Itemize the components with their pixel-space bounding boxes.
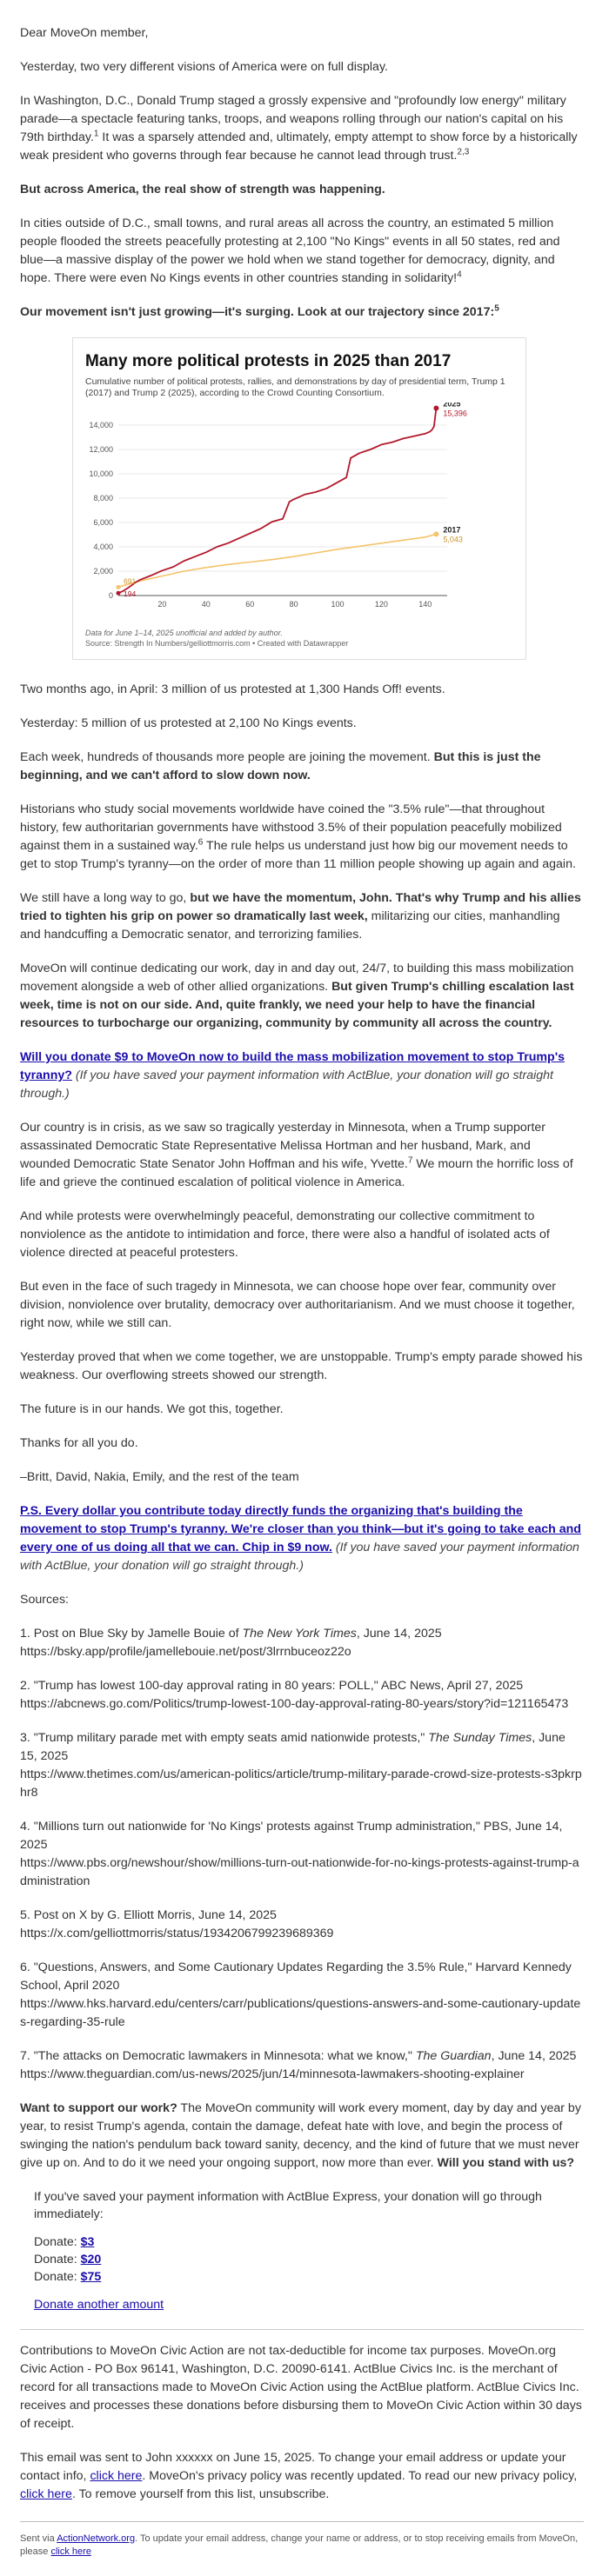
future-paragraph: The future is in our hands. We got this, together. (20, 1402, 284, 1416)
series-start-dot-2017 (117, 585, 121, 589)
cities-text: In cities outside of D.C., small towns, and rural areas all across the country, an estimated 5 million people flooded the streets peacefully protesting at 2,100 "No Kings" events in all 50 states, red and blue—a massive display of the power we hold when we stand together for democracy, dignity, and hope. There were even No Kings events in other countries standing in solidarity! (20, 216, 560, 285)
donate-another-row (34, 2296, 584, 2313)
hope-paragraph: But even in the face of such tragedy in Minnesota, we can choose hope over fear, community over division, nonviolence over brutality, democracy over authoritarianism. And we must choose it together, right now, while we still can. (20, 1280, 575, 1330)
x-tick-label: 120 (374, 600, 388, 609)
source-citation: 3. "Trump military parade met with empty seats amid nationwide protests," (20, 1731, 429, 1745)
y-tick-label: 6,000 (93, 518, 113, 527)
source-publication: The Sunday Times (428, 1731, 532, 1745)
actblue-note: (If you have saved your payment information with ActBlue, your donation will go straight through.) (20, 1068, 553, 1101)
y-tick-label: 8,000 (93, 494, 113, 503)
sources-list (20, 1625, 584, 2084)
footnote-ref: 2,3 (457, 147, 470, 157)
donate-label: Donate: (34, 2270, 81, 2284)
cities-paragraph (20, 215, 584, 288)
donate-intro: If you've saved your payment information with ActBlue Express, your donation will go through immediately: (34, 2190, 542, 2221)
donate-20-link[interactable]: $20 (80, 2253, 102, 2266)
yesterday-paragraph: Yesterday: 5 million of us protested at 2,100 No Kings events. (20, 716, 357, 730)
start-label-2025: 194 (124, 589, 137, 598)
donate-ask-paragraph (20, 1048, 584, 1103)
historians-paragraph (20, 801, 584, 874)
source-item (20, 2047, 584, 2084)
each-week-paragraph (20, 749, 584, 785)
support-text: The MoveOn community will work every moment, day by day and year by year, to resist Trump's agenda, contain the damage, defeat hate with love, and begin the process of swinging the nation's pendulum back toward sanity, decency, and the kind of future that we must never give up on. And to do it we need your ongoing support, now more than ever. (20, 2101, 581, 2170)
email-footer (20, 2521, 584, 2576)
email-note-text: This email was sent to John xxxxxx on June 15, 2025. To change your email address or update your contact info, (20, 2451, 566, 2483)
footer-click-here-link[interactable]: click here (50, 2546, 91, 2557)
source-item (20, 1625, 584, 1661)
long-way-paragraph (20, 889, 584, 944)
dc-text: In Washington, D.C., Donald Trump staged a grossly expensive and "profoundly low energy" military parade—a spectacle featuring tanks, troops, and weapons rolling through our nation's capital on his 79th birthday. (20, 94, 566, 144)
chart-title: Many more political protests in 2025 than 2017 (85, 352, 452, 370)
source-url: https://abcnews.go.com/Politics/trump-lowest-100-day-approval-rating-80-years/story?id=121165473 (20, 1697, 569, 1711)
series-line-2017 (118, 534, 436, 587)
source-item (20, 1959, 584, 2032)
source-item (20, 1729, 584, 1802)
thanks-paragraph: Thanks for all you do. (20, 1436, 138, 1450)
long-way-bold: but we have the momentum, John. That's why Trump and his allies tried to tighten his grip on power so dramatically last week, (20, 891, 581, 923)
source-item (20, 1677, 584, 1714)
donate-label: Donate: (34, 2253, 81, 2266)
footer-text-2: . To update your email address, change your name or address, or to stop receiving emails from MoveOn, please (20, 2533, 579, 2557)
long-way-text-2: militarizing our cities, manhandling and handcuffing a Democratic senator, and terrorizing families. (20, 909, 560, 942)
y-tick-label: 10,000 (89, 469, 113, 478)
series-value-2017: 5,043 (443, 535, 463, 544)
start-label-2017: 691 (124, 576, 137, 586)
crisis-paragraph (20, 1119, 584, 1192)
trajectory-text: Our movement isn't just growing—it's surging. Look at our trajectory since 2017: (20, 305, 495, 319)
series-label-2025: 2025 (443, 403, 461, 409)
source-item (20, 1818, 584, 1891)
crisis-text-2: We mourn the horrific loss of life and grieve the continued escalation of political violence in America. (20, 1157, 573, 1189)
trajectory-heading (20, 303, 584, 322)
support-bold: Want to support our work? (20, 2101, 177, 2115)
series-line-2025 (118, 409, 436, 594)
y-tick-label: 0 (108, 591, 113, 600)
source-citation: 2. "Trump has lowest 100-day approval rating in 80 years: POLL," ABC News, April 27, 2025 (20, 1679, 524, 1693)
intro-paragraph: Yesterday, two very different visions of America were on full display. (20, 60, 388, 74)
ps-donate-link[interactable]: P.S. Every dollar you contribute today directly funds the organizing that's building the movement to stop Trump's tyranny. We're closer than you think—but it's going to take each and every one of us doing all that we can. Chip in $9 now. (20, 1504, 581, 1554)
series-end-dot-2017 (433, 531, 438, 536)
footnote-ref: 1 (93, 129, 99, 139)
source-citation: 4. "Millions turn out nationwide for 'No Kings' protests against Trump administration," PBS, June 14, 2025 (20, 1820, 563, 1852)
x-tick-label: 100 (331, 600, 345, 609)
historians-text-2: The rule helps us understand just how big our movement needs to get to stop Trump's tyranny—on the order of more than 11 million people showing up again and again. (20, 839, 576, 871)
moveon-continue-paragraph (20, 960, 584, 1033)
source-publication: The New York Times (242, 1627, 357, 1641)
series-start-dot-2025 (117, 591, 121, 596)
support-bold-2: Will you stand with us? (437, 2156, 575, 2170)
source-publication: The Guardian (415, 2049, 492, 2063)
continue-bold: But given Trump's chilling escalation last week, time is not on our side. And, quite frankly, we need your help to have the financial resources to turbocharge our organizing, community by community all across the country. (20, 980, 574, 1030)
contact-info-link[interactable]: click here (90, 2469, 143, 2483)
chart-subtitle: Cumulative number of political protests, rallies, and demonstrations by day of presidential term, Trump 1 (2017) and Trump 2 (2025), according to the Crowd Counting Consortium. (85, 376, 505, 398)
y-tick-label: 2,000 (93, 567, 113, 576)
legal-paragraph: Contributions to MoveOn Civic Action are not tax-deductible for income tax purposes. MoveOn.org Civic Action - PO Box 96141, Washington, D.C. 20090-6141. ActBlue Civics Inc. is the merchant of record for all transactions made to MoveOn Civic Action using the ActBlue platform. ActBlue Civics Inc. receives and processes these donations before disbursing them to MoveOn Civic Action within 30 days of receipt. (20, 2344, 582, 2431)
privacy-policy-link[interactable]: click here (20, 2487, 72, 2501)
series-value-2025: 15,396 (443, 409, 467, 418)
source-date: , June 14, 2025 (356, 1627, 442, 1641)
greeting: Dear MoveOn member, (20, 26, 149, 40)
chart-footer (85, 628, 513, 649)
email-note-paragraph (20, 2449, 584, 2504)
each-week-bold: But this is just the beginning, and we can't afford to slow down now. (20, 750, 541, 782)
x-tick-label: 40 (201, 600, 211, 609)
source-item (20, 1907, 584, 1943)
footnote-ref: 7 (407, 1155, 413, 1166)
y-tick-label: 14,000 (89, 421, 113, 429)
series-label-2017: 2017 (443, 525, 461, 535)
source-url: https://www.hks.harvard.edu/centers/carr/publications/questions-answers-and-some-cautionary-updates-regarding-35-rule (20, 1997, 581, 2029)
email-note-text-2: . MoveOn's privacy policy was recently updated. To read our new privacy policy, (142, 2469, 578, 2483)
x-tick-label: 140 (418, 600, 432, 609)
real-strength-heading: But across America, the real show of strength was happening. (20, 183, 385, 196)
source-citation: 5. Post on X by G. Elliott Morris, June 14, 2025 (20, 1908, 277, 1922)
source-citation: 1. Post on Blue Sky by Jamelle Bouie of (20, 1627, 243, 1641)
protest-chart (72, 337, 526, 660)
donate-row-75 (34, 2268, 584, 2286)
donate-row-20 (34, 2251, 584, 2268)
divider (20, 2329, 584, 2330)
nonviolence-paragraph: And while protests were overwhelmingly peaceful, demonstrating our collective commitment to nonviolence as the antidote to intimidation and force, there were also a handful of isolated acts of violence directed at peaceful protesters. (20, 1209, 550, 1260)
y-tick-label: 12,000 (89, 445, 113, 454)
x-tick-label: 60 (245, 600, 255, 609)
donate-box (34, 2188, 584, 2313)
donate-row-3 (34, 2233, 584, 2251)
source-url: https://www.theguardian.com/us-news/2025/jun/14/minnesota-lawmakers-shooting-explainer (20, 2067, 525, 2081)
donate-label: Donate: (34, 2235, 81, 2249)
sources-label: Sources: (20, 1593, 69, 1607)
source-url: https://www.pbs.org/newshour/show/millions-turn-out-nationwide-for-no-kings-protests-against-trump-administration (20, 1856, 579, 1888)
chart-footnote: Data for June 1–14, 2025 unofficial and added by author. (85, 629, 283, 637)
long-way-text: We still have a long way to go, (20, 891, 191, 905)
donate-9-link[interactable]: Will you donate $9 to MoveOn now to build the mass mobilization movement to stop Trump's tyranny? (20, 1050, 565, 1082)
dc-paragraph (20, 92, 584, 165)
footnote-ref: 4 (457, 270, 462, 280)
source-date: , June 14, 2025 (491, 2049, 577, 2063)
support-paragraph (20, 2100, 584, 2173)
april-paragraph: Two months ago, in April: 3 million of us protested at 1,300 Hands Off! events. (20, 682, 445, 696)
x-tick-label: 20 (157, 600, 167, 609)
donate-another-link[interactable]: Donate another amount (34, 2298, 164, 2312)
footer-text: Sent via (20, 2533, 57, 2544)
series-end-dot-2025 (433, 405, 438, 410)
chart-source: Source: Strength In Numbers/gelliottmorris.com • Created with Datawrapper (85, 639, 349, 648)
donate-3-link[interactable]: $3 (80, 2235, 95, 2249)
unstoppable-paragraph: Yesterday proved that when we come together, we are unstoppable. Trump's empty parade showed his weakness. Our overflowing streets showed our strength. (20, 1350, 583, 1382)
continue-text: MoveOn will continue dedicating our work, day in and day out, 24/7, to building this mass mobilization movement alongside a web of other allied organizations. (20, 962, 574, 994)
source-date: , June 15, 2025 (20, 1731, 566, 1763)
each-week-text: Each week, hundreds of thousands more people are joining the movement. (20, 750, 434, 764)
actionnetwork-link[interactable]: ActionNetwork.org (57, 2533, 136, 2544)
donate-75-link[interactable]: $75 (80, 2270, 102, 2284)
footnote-ref: 6 (197, 837, 204, 848)
crisis-text: Our country is in crisis, as we saw so tragically yesterday in Minnesota, when a Trump supporter assassinated Democratic State Representative Melissa Hortman and her husband, Mark, and wounded Democratic State Senator John Hoffman and his wife, Yvette. (20, 1121, 546, 1171)
source-citation: 7. "The attacks on Democratic lawmakers in Minnesota: what we know," (20, 2049, 416, 2063)
historians-text: Historians who study social movements worldwide have coined the "3.5% rule"—that throughout history, few authoritarian governments have withstood 3.5% of their population peacefully mobilized against them in a sustained way. (20, 802, 562, 853)
ps-paragraph (20, 1502, 584, 1575)
chart-plot (73, 403, 525, 620)
footnote-ref: 5 (494, 303, 499, 314)
signoff: –Britt, David, Nakia, Emily, and the rest of the team (20, 1470, 299, 1484)
source-url: https://www.thetimes.com/us/american-politics/article/trump-military-parade-crowd-size-protests-s3pkrphr8 (20, 1767, 582, 1800)
y-tick-label: 4,000 (93, 542, 113, 551)
source-url: https://x.com/gelliottmorris/status/1934206799239689369 (20, 1927, 334, 1940)
email-note-text-3: . To remove yourself from this list, unsubscribe. (71, 2487, 330, 2501)
source-url: https://bsky.app/profile/jamellebouie.net/post/3lrrnbuceoz22o (20, 1645, 351, 1659)
dc-text-2: It was a sparsely attended and, ultimately, empty attempt to show force by a historically weak president who governs through fear because he cannot lead through trust. (20, 130, 578, 163)
x-tick-label: 80 (289, 600, 298, 609)
ps-actblue-note: (If you have saved your payment information with ActBlue, your donation will go straight through.) (20, 1541, 579, 1573)
source-citation: 6. "Questions, Answers, and Some Cautionary Updates Regarding the 3.5% Rule," Harvard Kennedy School, April 2020 (20, 1960, 572, 1993)
